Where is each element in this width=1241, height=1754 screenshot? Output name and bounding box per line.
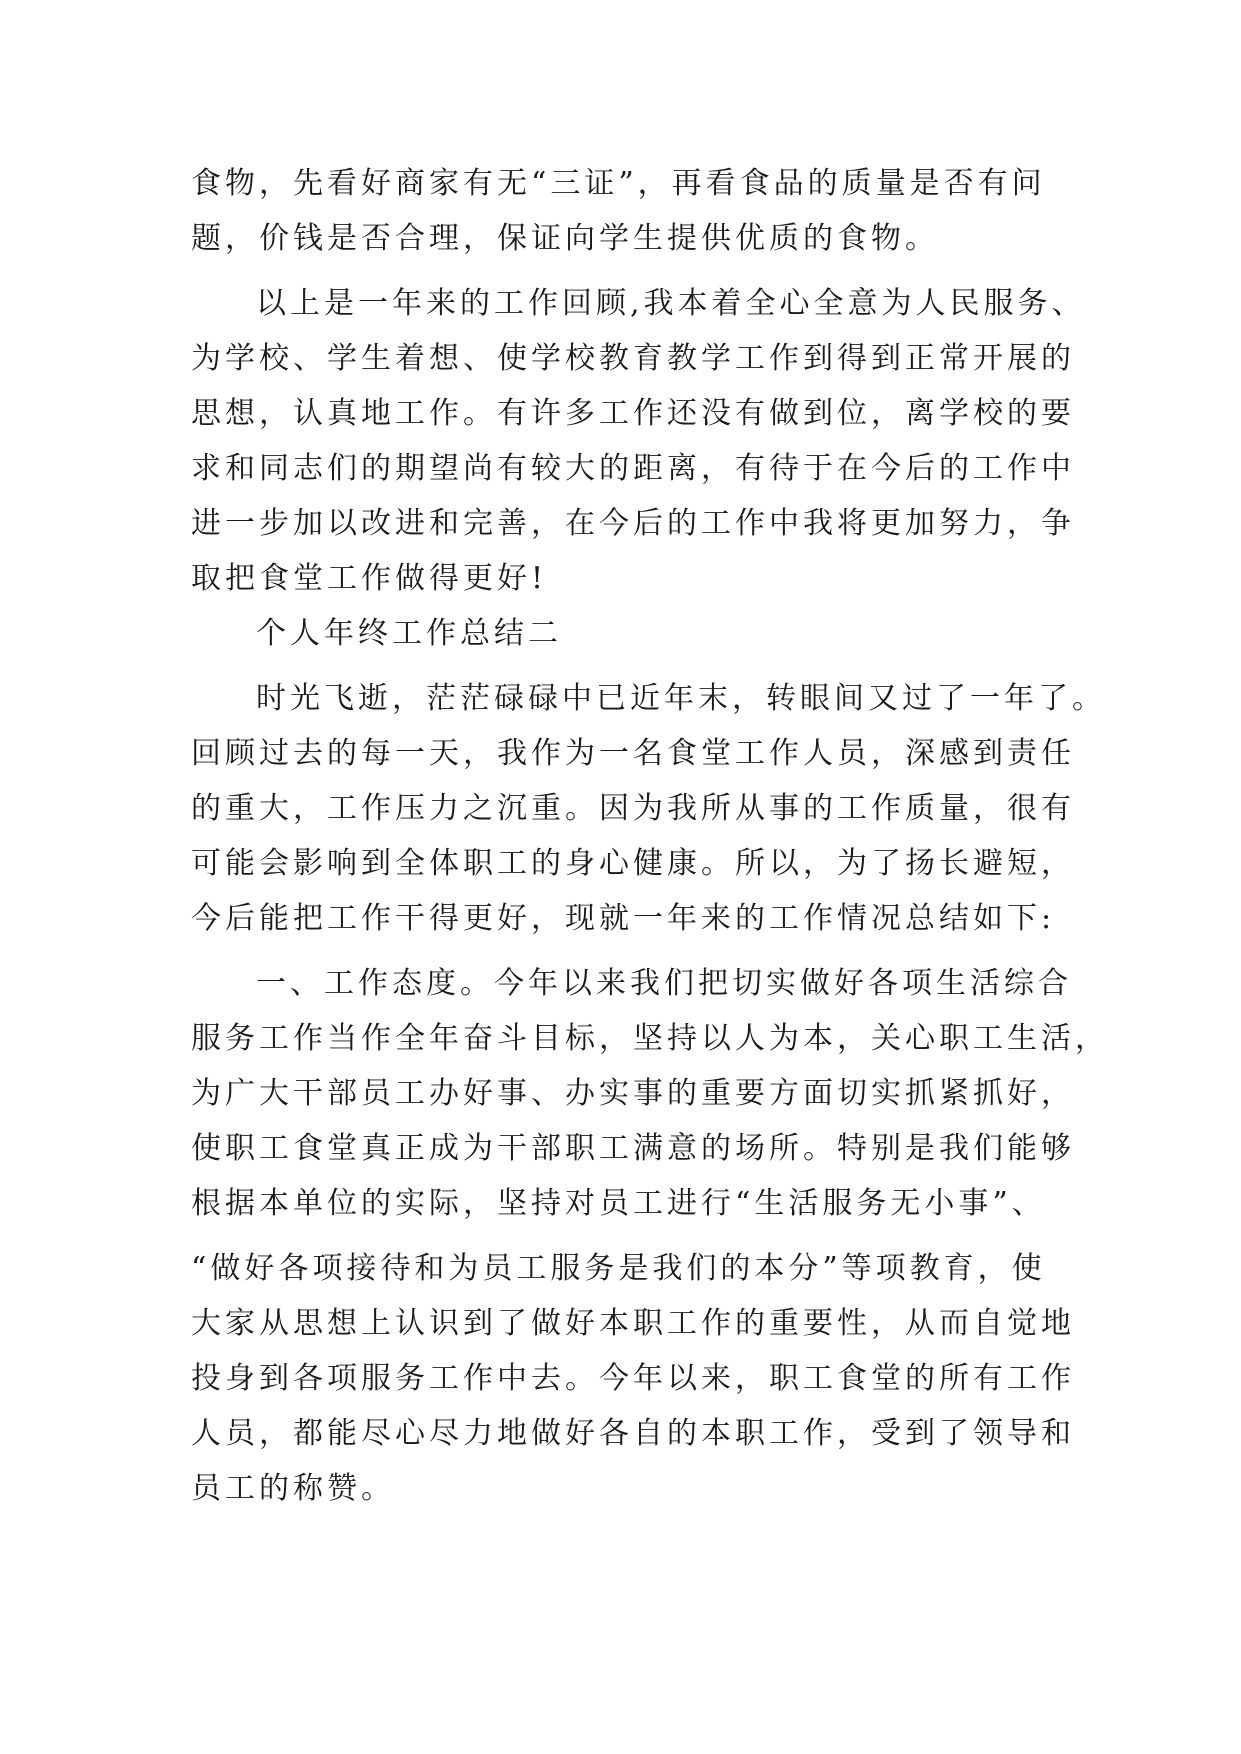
text-line: 人员，都能尽心尽力地做好各自的本职工作，受到了领导和 — [191, 1416, 1075, 1451]
text-line: 大家从思想上认识到了做好本职工作的重要性，从而自觉地 — [191, 1306, 1075, 1341]
text-line: 一、工作态度。今年以来我们把切实做好各项生活综合 — [256, 966, 1072, 1001]
text-line: 时光飞逝，茫茫碌碌中已近年末，转眼间又过了一年了。 — [256, 681, 1106, 716]
text-line: 思想，认真地工作。有许多工作还没有做到位，离学校的要 — [191, 396, 1075, 431]
text-line: 为学校、学生着想、使学校教育教学工作到得到正常开展的 — [191, 341, 1075, 376]
text-line: 为广大干部员工办好事、办实事的重要方面切实抓紧抓好， — [191, 1076, 1075, 1111]
text-line: 进一步加以改进和完善，在今后的工作中我将更加努力，争 — [191, 506, 1075, 541]
text-line: 取把食堂工作做得更好! — [191, 561, 548, 596]
text-line: 食物，先看好商家有无“三证”，再看食品的质量是否有问 — [191, 166, 1046, 201]
text-line: 员工的称赞。 — [191, 1471, 395, 1506]
text-line: “做好各项接待和为员工服务是我们的本分”等项教育，使 — [191, 1251, 1046, 1286]
text-line: 可能会影响到全体职工的身心健康。所以，为了扬长避短， — [191, 846, 1075, 881]
text-line: 今后能把工作干得更好，现就一年来的工作情况总结如下: — [191, 901, 1056, 936]
text-line: 投身到各项服务工作中去。今年以来，职工食堂的所有工作 — [191, 1361, 1075, 1396]
text-line: 求和同志们的期望尚有较大的距离，有待于在今后的工作中 — [191, 451, 1075, 486]
text-line: 回顾过去的每一天，我作为一名食堂工作人员，深感到责任 — [191, 736, 1075, 771]
text-line: 以上是一年来的工作回顾,我本着全心全意为人民服务、 — [256, 286, 1086, 321]
text-line: 根据本单位的实际，坚持对员工进行“生活服务无小事”、 — [191, 1186, 1046, 1221]
section-heading: 个人年终工作总结二 — [256, 616, 562, 651]
text-line: 服务工作当作全年奋斗目标，坚持以人为本，关心职工生活， — [191, 1021, 1109, 1056]
text-line: 使职工食堂真正成为干部职工满意的场所。特别是我们能够 — [191, 1131, 1075, 1166]
text-line: 的重大，工作压力之沉重。因为我所从事的工作质量，很有 — [191, 791, 1075, 826]
text-line: 题，价钱是否合理，保证向学生提供优质的食物。 — [191, 221, 939, 256]
